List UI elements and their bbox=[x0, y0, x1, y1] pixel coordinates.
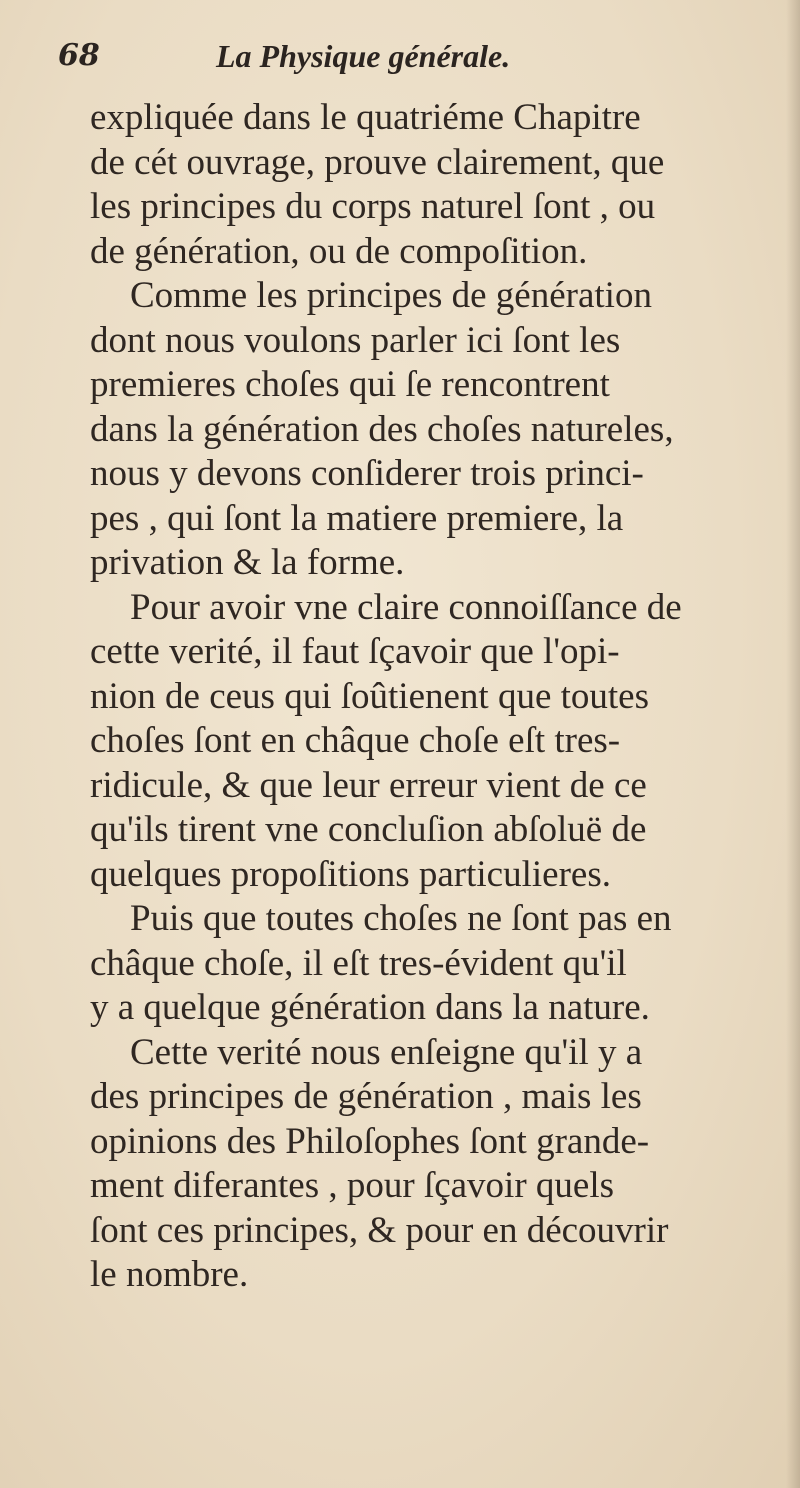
text-line: opinions des Philoſophes ſont grande- bbox=[90, 1120, 650, 1162]
text-line: Comme les principes de génération bbox=[130, 275, 652, 316]
text-line: les principes du corps naturel ſont , ou bbox=[90, 186, 656, 227]
text-line: ſont ces principes, & pour en découvrir bbox=[90, 1209, 669, 1251]
page-number: 68 bbox=[58, 38, 100, 73]
text-line: de cét ouvrage, prouve clairement, que bbox=[90, 141, 665, 183]
page-edge-shadow bbox=[786, 0, 800, 1488]
text-line: de génération, ou de compoſition. bbox=[90, 230, 588, 272]
text-line: Puis que toutes choſes ne ſont pas en bbox=[130, 898, 672, 939]
text-line: cette verité, il faut ſçavoir que l'opi- bbox=[90, 631, 620, 672]
running-title: La Physique générale. bbox=[216, 38, 511, 74]
text-line: pes , qui ſont la matiere premiere, la bbox=[90, 497, 624, 539]
text-line: Cette verité nous enſeigne qu'il y a bbox=[130, 1031, 643, 1073]
text-line: ment diferantes , pour ſçavoir quels bbox=[90, 1165, 614, 1206]
text-line: dont nous voulons parler ici ſont les bbox=[90, 319, 621, 361]
text-line: expliquée dans le quatriéme Chapitre bbox=[90, 97, 641, 138]
page-header bbox=[58, 38, 760, 78]
body-text bbox=[90, 96, 770, 1298]
text-line: choſes ſont en châque choſe eſt tres- bbox=[90, 720, 621, 761]
text-line: nous y devons conſiderer trois princi- bbox=[90, 453, 644, 494]
text-line: y a quelque génération dans la nature. bbox=[90, 987, 650, 1028]
text-line: ridicule, & que leur erreur vient de ce bbox=[90, 764, 647, 806]
text-line: Pour avoir vne claire connoiſſance de bbox=[130, 586, 682, 628]
text-line: qu'ils tirent vne concluſion abſoluë de bbox=[90, 809, 647, 850]
text-line: premieres choſes qui ſe rencontrent bbox=[90, 364, 610, 405]
text-line: châque choſe, il eſt tres-évident qu'il bbox=[90, 942, 627, 984]
text-line: nion de ceus qui ſoûtienent que toutes bbox=[90, 675, 649, 717]
text-line: privation & la forme. bbox=[90, 542, 405, 583]
text-line: des principes de génération , mais les bbox=[90, 1076, 642, 1117]
text-line: quelques propoſitions particulieres. bbox=[90, 853, 611, 895]
text-line: dans la génération des choſes natureles, bbox=[90, 408, 674, 450]
text-line: le nombre. bbox=[90, 1254, 249, 1295]
